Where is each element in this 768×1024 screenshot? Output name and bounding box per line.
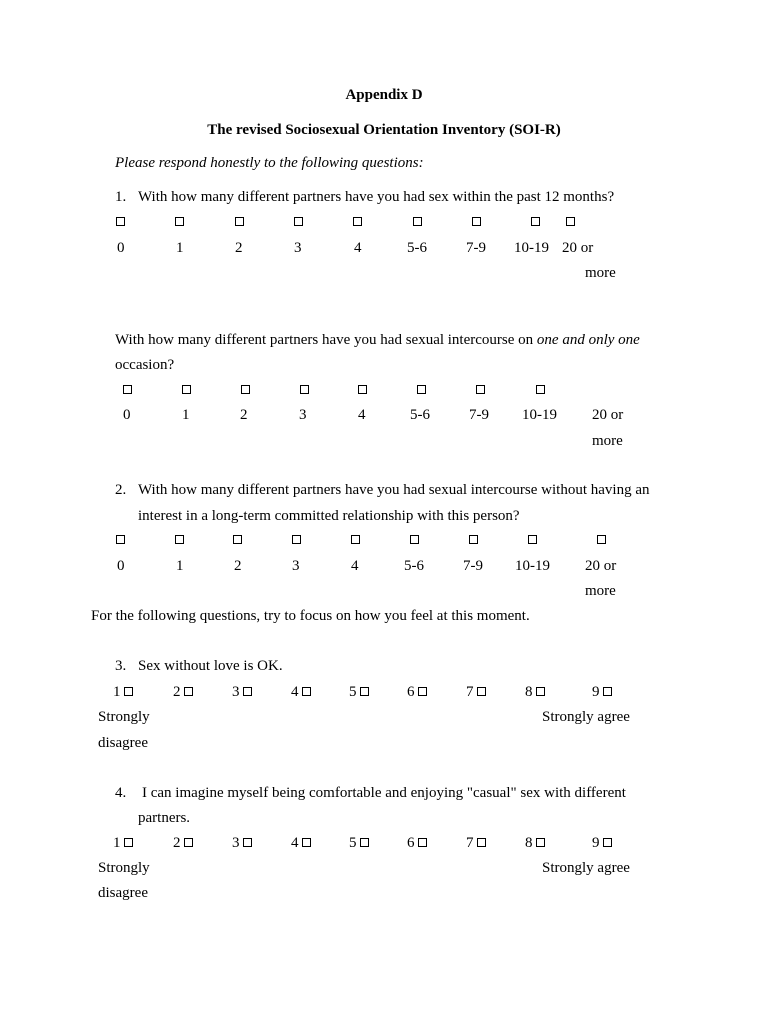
q1-option-5-checkbox[interactable] [413,217,422,226]
q1-option-3-checkbox[interactable] [294,217,303,226]
q1-option-label: 2 [235,240,243,256]
q4-scale-2[interactable] [173,834,193,852]
q3-scale-number: 4 [291,684,299,700]
q2-text-line1: With how many different partners have you had sexual intercourse without having an [138,482,650,498]
q4-scale-checkbox[interactable] [418,838,427,847]
q1b-option-label: 3 [299,407,307,423]
q1-option-4-checkbox[interactable] [353,217,362,226]
q3-scale-6[interactable] [407,683,427,701]
q4-scale-5[interactable] [349,834,369,852]
q3-scale-checkbox[interactable] [360,687,369,696]
instruction-text: Please respond honestly to the following questions: [115,155,424,171]
q4-low-anchor-line2: disagree [98,885,148,901]
q3-scale-7[interactable] [466,683,486,701]
q3-low-anchor-line2: disagree [98,735,148,751]
q1b-option-5-checkbox[interactable] [417,385,426,394]
q1b-text-part: With how many different partners have you had sexual intercourse on [115,332,537,348]
q2-option-5-checkbox[interactable] [410,535,419,544]
q4-scale-4[interactable] [291,834,311,852]
q2-option-label: 20 or [585,558,617,574]
q1b-option-label: 10-19 [522,407,557,423]
q4-scale-number: 4 [291,835,299,851]
q4-scale-checkbox[interactable] [603,838,612,847]
q1b-option-2-checkbox[interactable] [241,385,250,394]
q2-option-6-checkbox[interactable] [469,535,478,544]
q2-option-7-checkbox[interactable] [528,535,537,544]
q3-scale-8[interactable] [525,683,545,701]
q4-scale-checkbox[interactable] [243,838,252,847]
q1-option-1-checkbox[interactable] [175,217,184,226]
q3-scale-3[interactable] [232,683,252,701]
q1b-option-label-more: more [592,433,623,449]
q3-scale-checkbox[interactable] [184,687,193,696]
q3-scale-number: 9 [592,684,600,700]
q2-text-line2: interest in a long-term committed relationship with this person? [138,508,520,524]
q3-scale-number: 3 [232,684,240,700]
q3-scale-2[interactable] [173,683,193,701]
q1b-option-label: 7-9 [469,407,489,423]
q4-scale-checkbox[interactable] [360,838,369,847]
q1b-option-label: 4 [358,407,366,423]
q3-scale-5[interactable] [349,683,369,701]
q3-scale-number: 8 [525,684,533,700]
q1-option-0-checkbox[interactable] [116,217,125,226]
q2-option-label: 3 [292,558,300,574]
q4-scale-checkbox[interactable] [124,838,133,847]
q3-number: 3. [115,658,127,674]
q1b-option-0-checkbox[interactable] [123,385,132,394]
q2-option-label: 5-6 [404,558,424,574]
q1-text: With how many different partners have you had sex within the past 12 months? [138,189,615,205]
q4-text-line1: I can imagine myself being comfortable and enjoying "casual" sex with different [142,785,626,801]
q2-number: 2. [115,482,127,498]
appendix-title: Appendix D [345,87,423,103]
q4-scale-1[interactable] [113,834,133,852]
q3-low-anchor: Strongly [98,709,150,725]
q2-option-label: 0 [117,558,125,574]
q4-scale-number: 8 [525,835,533,851]
q4-scale-number: 1 [113,835,121,851]
q2-option-label: 4 [351,558,359,574]
q1-option-label-more: more [585,265,616,281]
q1b-option-label: 5-6 [410,407,430,423]
q4-scale-number: 2 [173,835,181,851]
q1b-option-label: 1 [182,407,190,423]
q4-scale-7[interactable] [466,834,486,852]
q3-scale-number: 2 [173,684,181,700]
q1-option-label: 20 or [562,240,594,256]
q1b-option-7-checkbox[interactable] [536,385,545,394]
q1-option-7-checkbox[interactable] [531,217,540,226]
q2-option-label: 10-19 [515,558,550,574]
q2-option-4-checkbox[interactable] [351,535,360,544]
q1-option-label: 1 [176,240,184,256]
q1b-option-label: 20 or [592,407,624,423]
q3-scale-checkbox[interactable] [243,687,252,696]
q2-option-8-checkbox[interactable] [597,535,606,544]
q3-text: Sex without love is OK. [138,658,283,674]
q1-option-2-checkbox[interactable] [235,217,244,226]
q1-number: 1. [115,189,127,205]
q1b-text-italic: one and only one [536,332,640,348]
q3-scale-number: 6 [407,684,415,700]
q2-option-label: 7-9 [463,558,483,574]
q2-option-label: 1 [176,558,184,574]
inventory-title: The revised Sociosexual Orientation Inventory (SOI-R) [207,122,561,138]
q1b-text [115,331,640,349]
q3-scale-checkbox[interactable] [302,687,311,696]
q3-scale-checkbox[interactable] [418,687,427,696]
q4-scale-3[interactable] [232,834,252,852]
q4-scale-6[interactable] [407,834,427,852]
q1b-option-3-checkbox[interactable] [300,385,309,394]
q3-scale-number: 1 [113,684,121,700]
q4-scale-checkbox[interactable] [477,838,486,847]
q1b-text-line2: occasion? [115,357,175,373]
q3-scale-number: 7 [466,684,474,700]
q2-option-2-checkbox[interactable] [233,535,242,544]
q3-high-anchor: Strongly agree [542,709,630,725]
q4-scale-8[interactable] [525,834,545,852]
q4-scale-checkbox[interactable] [536,838,545,847]
q1-option-label: 5-6 [407,240,427,256]
q4-number: 4. [115,785,127,801]
q4-scale-9[interactable] [592,834,612,852]
q2-option-label-more: more [585,583,616,599]
q1b-option-label: 2 [240,407,248,423]
q3-scale-checkbox[interactable] [477,687,486,696]
q4-scale-checkbox[interactable] [184,838,193,847]
q3-scale-9[interactable] [592,683,612,701]
q1-option-label: 3 [294,240,302,256]
q1-option-label: 4 [354,240,362,256]
q3-scale-checkbox[interactable] [603,687,612,696]
q4-scale-checkbox[interactable] [302,838,311,847]
q3-scale-checkbox[interactable] [536,687,545,696]
q1b-option-label: 0 [123,407,131,423]
q4-text-line2: partners. [138,810,191,826]
q4-scale-number: 6 [407,835,415,851]
q2-option-0-checkbox[interactable] [116,535,125,544]
q1b-option-6-checkbox[interactable] [476,385,485,394]
q3-scale-number: 5 [349,684,357,700]
q1b-option-1-checkbox[interactable] [182,385,191,394]
q4-low-anchor: Strongly [98,860,150,876]
q2-option-3-checkbox[interactable] [292,535,301,544]
q1-option-label: 10-19 [514,240,549,256]
q1-option-label: 0 [117,240,125,256]
q3-scale-checkbox[interactable] [124,687,133,696]
q4-scale-number: 3 [232,835,240,851]
section-note: For the following questions, try to focus on how you feel at this moment. [91,608,530,624]
q1-option-6-checkbox[interactable] [472,217,481,226]
q4-high-anchor: Strongly agree [542,860,630,876]
q1-option-8-checkbox[interactable] [566,217,575,226]
q4-scale-number: 7 [466,835,474,851]
q1b-option-4-checkbox[interactable] [358,385,367,394]
q4-scale-number: 5 [349,835,357,851]
q3-scale-4[interactable] [291,683,311,701]
q3-scale-1[interactable] [113,683,133,701]
q4-scale-number: 9 [592,835,600,851]
q2-option-label: 2 [234,558,242,574]
q1-option-label: 7-9 [466,240,486,256]
q2-option-1-checkbox[interactable] [175,535,184,544]
